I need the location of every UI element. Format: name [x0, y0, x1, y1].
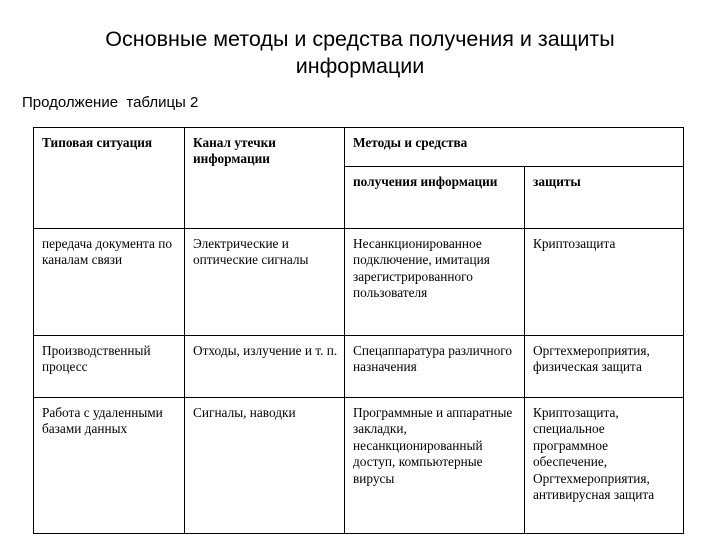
cell-obtaining-method: Программные и аппаратные закладки, несанкционированный доступ, компьютерные вирусы [345, 398, 525, 534]
cell-situation: Работа с удаленными базами данных [34, 398, 185, 534]
header-cell-leak-channel: Канал утечки информации [185, 128, 345, 229]
cell-leak-channel: Сигналы, наводки [185, 398, 345, 534]
cell-obtaining-method: Несанкционированное подключение, имитация зарегистрированного пользователя [345, 229, 525, 336]
cell-obtaining-method: Спецаппаратура различного назначения [345, 336, 525, 398]
page-title: Основные методы и средства получения и защиты информации [105, 27, 615, 78]
header-cell-protection: защиты [525, 167, 684, 229]
cell-protection-method: Криптозащита [525, 229, 684, 336]
cell-situation: передача документа по каналам связи [34, 229, 185, 336]
header-cell-obtaining-information: получения информации [345, 167, 525, 229]
cell-leak-channel: Отходы, излучение и т. п. [185, 336, 345, 398]
methods-and-means-table [33, 127, 684, 534]
table-row [34, 398, 684, 534]
table-header-row-top [34, 128, 684, 167]
cell-protection-method: Криптозащита, специальное программное обеспечение, Оргтехмероприятия, антивирусная защита [525, 398, 684, 534]
cell-situation: Производственный процесс [34, 336, 185, 398]
table-row [34, 336, 684, 398]
cell-protection-method: Оргтехмероприятия, физическая защита [525, 336, 684, 398]
header-cell-situation: Типовая ситуация [34, 128, 185, 229]
table-container [33, 127, 683, 534]
table-row [34, 229, 684, 336]
header-cell-methods-group: Методы и средства [345, 128, 684, 167]
cell-leak-channel: Электрические и оптические сигналы [185, 229, 345, 336]
table-continuation-label: Продолжение таблицы 2 [22, 94, 199, 111]
